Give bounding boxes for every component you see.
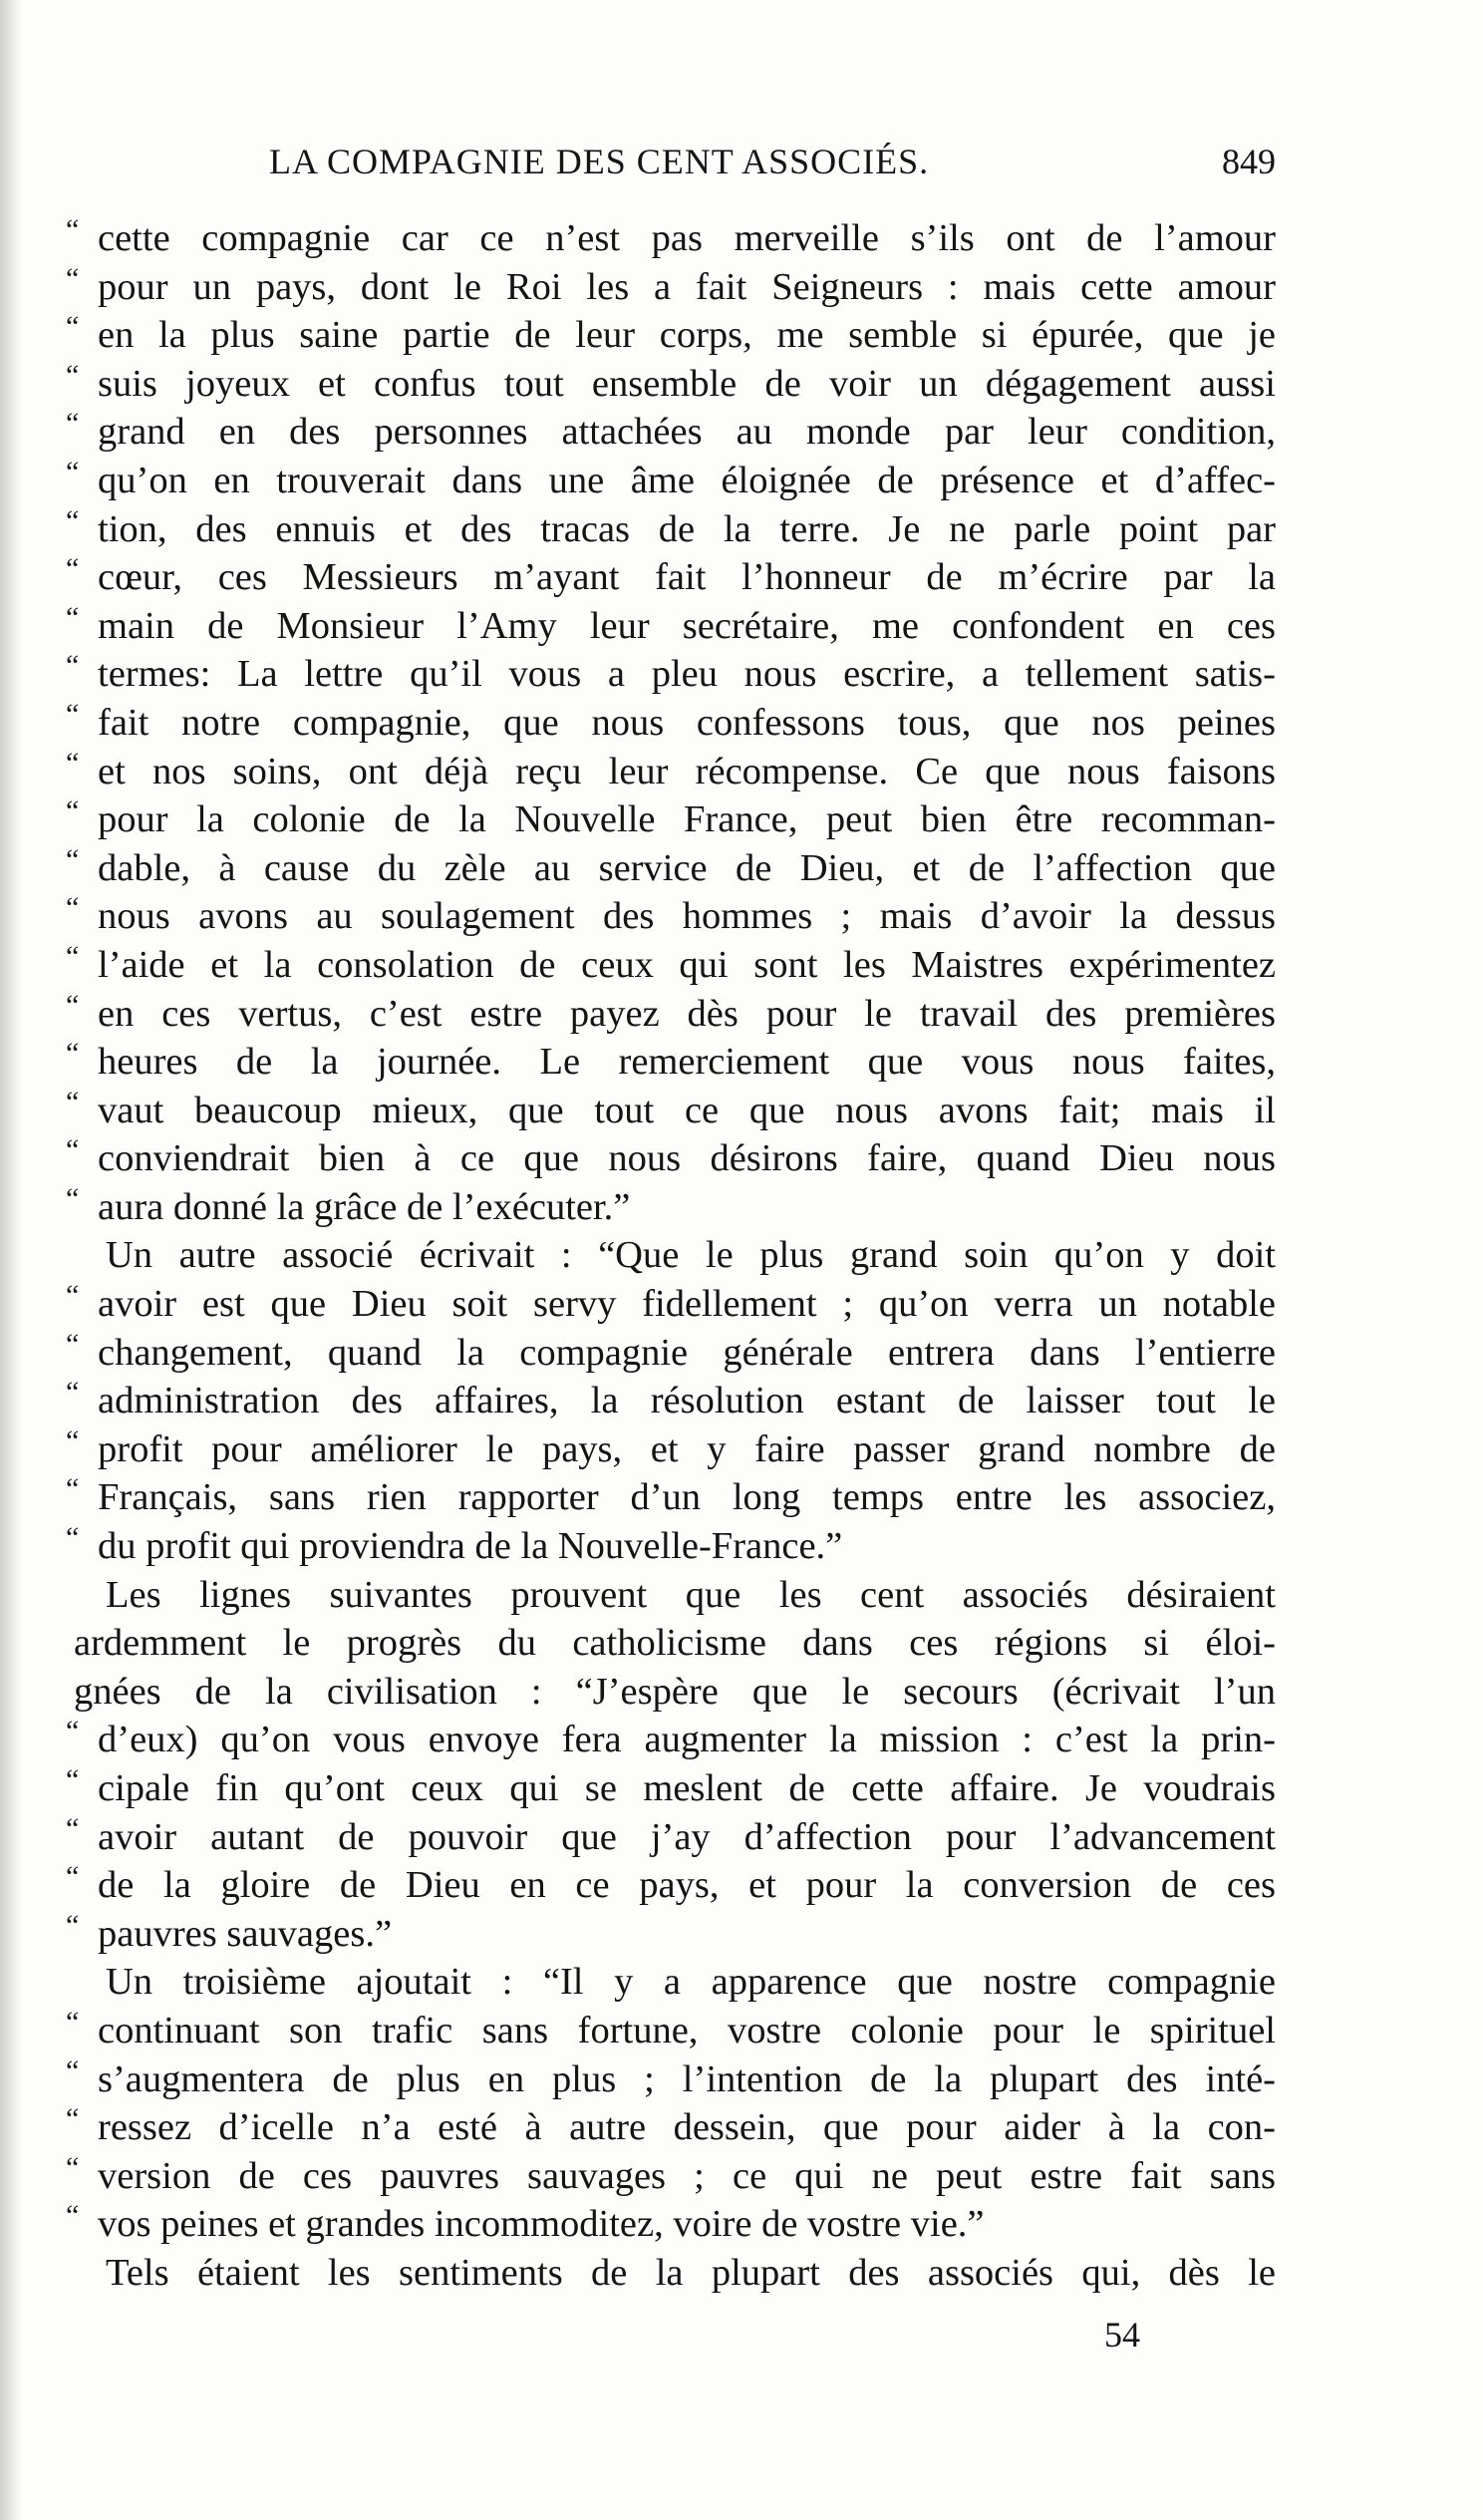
- quote-mark: “: [66, 939, 80, 973]
- quote-mark: “: [66, 1715, 80, 1748]
- text-line: [66, 1183, 1276, 1232]
- quote-mark: “: [66, 600, 80, 634]
- quote-mark: “: [66, 1908, 80, 1942]
- quote-mark: “: [66, 1279, 80, 1313]
- line-text: version de ces pauvres sauvages ; ce qui ne peut estre fait sans: [98, 2154, 1276, 2197]
- line-text: pour un pays, dont le Roi les a fait Seigneurs : mais cette amour: [98, 265, 1276, 308]
- line-text: suis joyeux et confus tout ensemble de voir un dégagement aussi: [98, 362, 1276, 405]
- text-line: [66, 844, 1276, 893]
- quote-mark: “: [66, 261, 80, 295]
- line-text: d’eux) qu’on vous envoye fera augmenter la mission : c’est la prin-: [98, 1719, 1276, 1761]
- text-line: [66, 1668, 1276, 1717]
- text-line: [66, 1377, 1276, 1425]
- line-text: Un troisième ajoutait : “Il y a apparence que nostre compagnie: [106, 1961, 1276, 2004]
- quote-mark: “: [66, 891, 80, 925]
- quote-mark: “: [66, 1133, 80, 1167]
- line-text: vaut beaucoup mieux, que tout ce que nous avons fait; mais il: [98, 1089, 1276, 1131]
- text-line: [66, 2152, 1276, 2201]
- quote-mark: “: [66, 213, 80, 246]
- text-line: [66, 650, 1276, 699]
- running-title: LA COMPAGNIE DES CENT ASSOCIÉS.: [269, 142, 930, 181]
- text-line: [66, 699, 1276, 748]
- page-number: 849: [1222, 142, 1276, 181]
- text-line: [66, 1473, 1276, 1522]
- line-text: fait notre compagnie, que nous confessons tous, que nos peines: [98, 701, 1276, 744]
- text-line: [66, 1280, 1276, 1329]
- text-line: [66, 553, 1276, 602]
- quote-mark: “: [66, 310, 80, 344]
- line-text: cœur, ces Messieurs m’ayant fait l’honneur de m’écrire par la: [98, 556, 1276, 599]
- line-text: ardemment le progrès du catholicisme dans ces régions si éloi-: [74, 1622, 1276, 1665]
- quote-mark: “: [66, 988, 80, 1022]
- line-text: Un autre associé écrivait : “Que le plus grand soin qu’on y doit: [106, 1234, 1276, 1277]
- quote-mark: “: [66, 1037, 80, 1071]
- text-line: [66, 263, 1276, 312]
- line-text: heures de la journée. Le remerciement que vous nous faites,: [98, 1041, 1276, 1084]
- text-line: [66, 1958, 1276, 2007]
- text-line: [66, 1231, 1276, 1280]
- line-text: du profit qui proviendra de la Nouvelle-France.”: [98, 1525, 843, 1568]
- line-text: aura donné la grâce de l’exécuter.”: [98, 1185, 631, 1228]
- line-text: de la gloire de Dieu en ce pays, et pour la conversion de ces: [98, 1864, 1276, 1907]
- line-text: conviendrait bien à ce que nous désirons faire, quand Dieu nous: [98, 1137, 1276, 1180]
- quote-mark: “: [66, 503, 80, 537]
- quote-mark: “: [66, 2150, 80, 2184]
- quote-mark: “: [66, 1472, 80, 1506]
- line-text: termes: La lettre qu’il vous a pleu nous escrire, a tellement satis-: [98, 653, 1276, 696]
- text-line: [66, 1425, 1276, 1474]
- text-line: [66, 1571, 1276, 1620]
- quote-mark: “: [66, 2102, 80, 2136]
- line-text: main de Monsieur l’Amy leur secrétaire, me confondent en ces: [98, 604, 1276, 647]
- line-text: grand en des personnes attachées au monde par leur condition,: [98, 411, 1276, 454]
- text-line: [66, 2200, 1276, 2249]
- quote-mark: “: [66, 746, 80, 780]
- page-edge-shadow: [0, 0, 22, 2520]
- text-line: [66, 1910, 1276, 1959]
- text-line: [66, 2007, 1276, 2055]
- quote-mark: “: [66, 2053, 80, 2087]
- line-text: avoir autant de pouvoir que j’ay d’affection pour l’advancement: [98, 1815, 1276, 1858]
- text-line: [66, 1861, 1276, 1910]
- line-text: en la plus saine partie de leur corps, me semble si épurée, que je: [98, 314, 1276, 357]
- text-line: [66, 2055, 1276, 2104]
- text-line: [66, 505, 1276, 554]
- quote-mark: “: [66, 1521, 80, 1555]
- line-text: Tels étaient les sentiments de la plupart des associés qui, dès le: [106, 2251, 1276, 2294]
- line-text: cipale fin qu’ont ceux qui se meslent de cette affaire. Je voudrais: [98, 1767, 1276, 1809]
- quote-mark: “: [66, 2005, 80, 2039]
- line-text: vos peines et grandes incommoditez, voire de vostre vie.”: [98, 2203, 985, 2246]
- text-line: [66, 941, 1276, 990]
- quote-mark: “: [66, 1181, 80, 1215]
- line-text: en ces vertus, c’est estre payez dès pour le travail des premières: [98, 992, 1276, 1035]
- text-line: [66, 1619, 1276, 1668]
- line-text: ressez d’icelle n’a esté à autre dessein, que pour aider à la con-: [98, 2106, 1276, 2149]
- quote-mark: “: [66, 455, 80, 488]
- text-line: [66, 2249, 1276, 2298]
- quote-mark: “: [66, 2199, 80, 2233]
- text-line: [66, 892, 1276, 941]
- quote-mark: “: [66, 407, 80, 441]
- page-header: [269, 137, 1276, 186]
- text-line: [66, 1134, 1276, 1183]
- quote-mark: “: [66, 794, 80, 828]
- line-text: tion, des ennuis et des tracas de la terre. Je ne parle point par: [98, 507, 1276, 550]
- line-text: changement, quand la compagnie générale entrera dans l’entierre: [98, 1331, 1276, 1374]
- text-line: [66, 1716, 1276, 1764]
- line-text: pauvres sauvages.”: [98, 1912, 393, 1955]
- quote-mark: “: [66, 358, 80, 392]
- text-line: [66, 795, 1276, 844]
- line-text: pour la colonie de la Nouvelle France, peut bien être recomman-: [98, 798, 1276, 841]
- quote-mark: “: [66, 649, 80, 683]
- text-line: [66, 1087, 1276, 1135]
- line-text: cette compagnie car ce n’est pas merveille s’ils ont de l’amour: [98, 217, 1276, 259]
- text-line: [66, 457, 1276, 505]
- line-text: administration des affaires, la résolution estant de laisser tout le: [98, 1380, 1276, 1422]
- line-text: continuant son trafic sans fortune, vostre colonie pour le spirituel: [98, 2009, 1276, 2051]
- quote-mark: “: [66, 1763, 80, 1796]
- quote-mark: “: [66, 1327, 80, 1361]
- text-line: [66, 1764, 1276, 1813]
- text-line: [66, 2103, 1276, 2152]
- quote-mark: “: [66, 1376, 80, 1410]
- quote-mark: “: [66, 697, 80, 731]
- text-line: [66, 311, 1276, 360]
- text-line: [66, 990, 1276, 1039]
- text-line: [66, 214, 1276, 263]
- line-text: Les lignes suivantes prouvent que les cent associés désiraient: [106, 1573, 1276, 1616]
- text-line: [66, 1813, 1276, 1862]
- line-text: l’aide et la consolation de ceux qui sont les Maistres expérimentez: [98, 943, 1276, 986]
- body-text: [66, 214, 1276, 2298]
- quote-mark: “: [66, 552, 80, 586]
- line-text: s’augmentera de plus en plus ; l’intention de la plupart des inté-: [98, 2057, 1276, 2100]
- text-line: [66, 1522, 1276, 1571]
- text-line: [66, 602, 1276, 651]
- text-line: [66, 1038, 1276, 1087]
- quote-mark: “: [66, 1423, 80, 1457]
- line-text: dable, à cause du zèle au service de Dieu, et de l’affection que: [98, 846, 1276, 889]
- line-text: gnées de la civilisation : “J’espère que le secours (écrivait l’un: [74, 1670, 1276, 1713]
- text-line: [66, 408, 1276, 457]
- line-text: avoir est que Dieu soit servy fidellement ; qu’on verra un notable: [98, 1283, 1276, 1326]
- line-text: Français, sans rien rapporter d’un long temps entre les associez,: [98, 1476, 1276, 1519]
- line-text: et nos soins, ont déjà reçu leur récompense. Ce que nous faisons: [98, 750, 1276, 792]
- text-line: [66, 360, 1276, 409]
- line-text: qu’on en trouverait dans une âme éloignée de présence et d’affec-: [98, 459, 1276, 501]
- quote-mark: “: [66, 1860, 80, 1894]
- quote-mark: “: [66, 1811, 80, 1845]
- quote-mark: “: [66, 842, 80, 876]
- signature-mark: 54: [1104, 2315, 1140, 2355]
- quote-mark: “: [66, 1085, 80, 1118]
- line-text: profit pour améliorer le pays, et y faire passer grand nombre de: [98, 1427, 1276, 1470]
- line-text: nous avons au soulagement des hommes ; mais d’avoir la dessus: [98, 895, 1276, 938]
- text-line: [66, 748, 1276, 796]
- text-line: [66, 1329, 1276, 1378]
